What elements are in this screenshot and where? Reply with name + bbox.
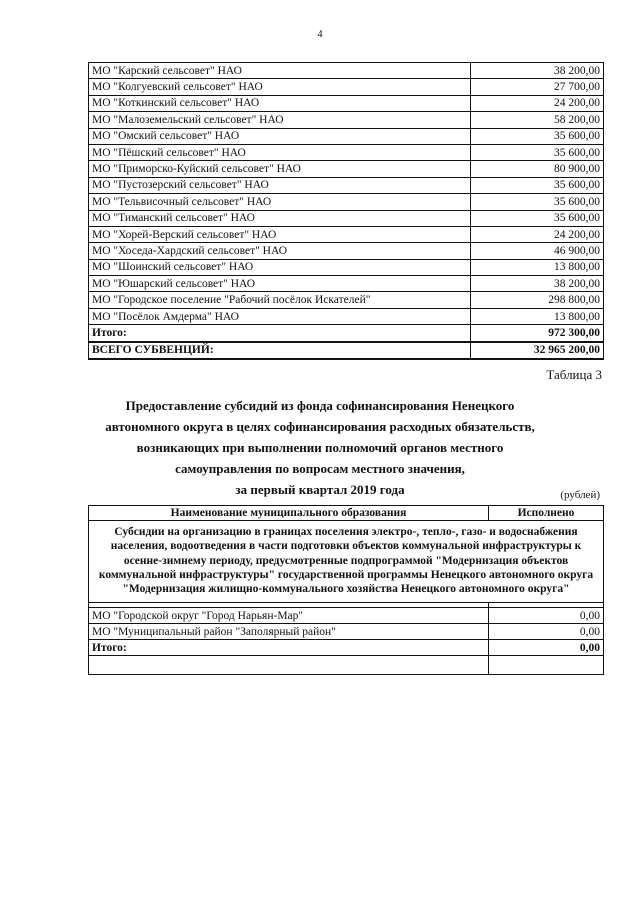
- table-row: [89, 276, 604, 292]
- municipality-name: МО "Колгуевский сельсовет" НАО: [89, 79, 471, 95]
- table-row: [89, 194, 604, 210]
- grand-total-row: [89, 342, 604, 359]
- table-row: [89, 112, 604, 128]
- table-row: [89, 259, 604, 275]
- amount-cell: 13 800,00: [471, 308, 604, 324]
- total-label: Итого:: [89, 640, 489, 656]
- table-row: [89, 226, 604, 242]
- amount-cell: 35 600,00: [471, 194, 604, 210]
- header-row: [89, 506, 604, 521]
- total-label: Итого:: [89, 325, 471, 342]
- title-line: автономного округа в целях софинансирования расходных обязательств,: [105, 419, 535, 434]
- amount-cell: 0,00: [489, 624, 604, 640]
- page-number: 4: [317, 29, 323, 40]
- amount-cell: 58 200,00: [471, 112, 604, 128]
- subsidies-table: [88, 505, 604, 675]
- municipality-name: МО "Пёшский сельсовет" НАО: [89, 144, 471, 160]
- amount-cell: 80 900,00: [471, 161, 604, 177]
- municipality-name: МО "Тельвисочный сельсовет" НАО: [89, 194, 471, 210]
- table-row: [89, 292, 604, 308]
- currency-unit: (рублей): [560, 489, 600, 501]
- municipality-name: МО "Карский сельсовет" НАО: [89, 63, 471, 79]
- table-row: [89, 608, 604, 624]
- total-row: [89, 325, 604, 342]
- title-line: Предоставление субсидий из фонда софинансирования Ненецкого: [125, 398, 515, 413]
- municipality-name: МО "Омский сельсовет" НАО: [89, 128, 471, 144]
- municipality-name: МО "Малоземельский сельсовет" НАО: [89, 112, 471, 128]
- amount-cell: 46 900,00: [471, 243, 604, 259]
- table-row: [89, 79, 604, 95]
- amount-cell: 24 200,00: [471, 95, 604, 111]
- table-row: [89, 308, 604, 324]
- total-value: 0,00: [489, 640, 604, 656]
- section-title: Субсидии на организацию в границах поселения электро-, тепло-, газо- и водоснабжения населения, водоотведения в части подготовки объектов коммунальной инфраструктуры к осенне-зимнему периоду, предусмотренные подпрограммой "Модернизация объектов коммунальной инфраструктуры" государственной программы Ненецкого автономного округа "Модернизация жилищно-коммунального хозяйства Ненецкого автономного округа": [89, 521, 604, 603]
- amount-cell: 13 800,00: [471, 259, 604, 275]
- table-row: [89, 177, 604, 193]
- subventions-table: [88, 62, 604, 360]
- municipality-name: МО "Городской округ "Город Нарьян-Мар": [89, 608, 489, 624]
- grand-total-label: ВСЕГО СУБВЕНЦИЙ:: [89, 342, 471, 359]
- title-line: возникающих при выполнении полномочий органов местного: [136, 440, 504, 455]
- header-name: Наименование муниципального образования: [89, 506, 489, 521]
- municipality-name: МО "Посёлок Амдерма" НАО: [89, 308, 471, 324]
- header-executed: Исполнено: [489, 506, 604, 521]
- section-row: [89, 521, 604, 603]
- municipality-name: МО "Муниципальный район "Заполярный район": [89, 624, 489, 640]
- title-line: за первый квартал 2019 года: [235, 482, 405, 497]
- amount-cell: 298 800,00: [471, 292, 604, 308]
- amount-cell: 35 600,00: [471, 128, 604, 144]
- table-row: [89, 624, 604, 640]
- title-line: самоуправления по вопросам местного значения,: [175, 461, 465, 476]
- municipality-name: МО "Городское поселение "Рабочий посёлок Искателей": [89, 292, 471, 308]
- table-row: [89, 210, 604, 226]
- municipality-name: МО "Хоседа-Хардский сельсовет" НАО: [89, 243, 471, 259]
- table-number-label: Таблица 3: [546, 367, 602, 382]
- amount-cell: 38 200,00: [471, 63, 604, 79]
- total-row: [89, 640, 604, 656]
- table-title: [40, 395, 600, 500]
- municipality-name: МО "Пустозерский сельсовет" НАО: [89, 177, 471, 193]
- amount-cell: 38 200,00: [471, 276, 604, 292]
- table-row: [89, 243, 604, 259]
- amount-cell: 35 600,00: [471, 144, 604, 160]
- municipality-name: МО "Шоинский сельсовет" НАО: [89, 259, 471, 275]
- empty-row: [89, 656, 604, 675]
- municipality-name: МО "Тиманский сельсовет" НАО: [89, 210, 471, 226]
- municipality-name: МО "Хорей-Верский сельсовет" НАО: [89, 226, 471, 242]
- municipality-name: МО "Коткинский сельсовет" НАО: [89, 95, 471, 111]
- amount-cell: 27 700,00: [471, 79, 604, 95]
- table-row: [89, 161, 604, 177]
- table-row: [89, 95, 604, 111]
- amount-cell: 0,00: [489, 608, 604, 624]
- table-row: [89, 144, 604, 160]
- municipality-name: МО "Приморско-Куйский сельсовет" НАО: [89, 161, 471, 177]
- amount-cell: 24 200,00: [471, 226, 604, 242]
- grand-total-value: 32 965 200,00: [471, 342, 604, 359]
- amount-cell: 35 600,00: [471, 210, 604, 226]
- table-row: [89, 63, 604, 79]
- table-row: [89, 128, 604, 144]
- empty-cell: [89, 656, 489, 675]
- total-value: 972 300,00: [471, 325, 604, 342]
- municipality-name: МО "Юшарский сельсовет" НАО: [89, 276, 471, 292]
- empty-cell: [489, 656, 604, 675]
- amount-cell: 35 600,00: [471, 177, 604, 193]
